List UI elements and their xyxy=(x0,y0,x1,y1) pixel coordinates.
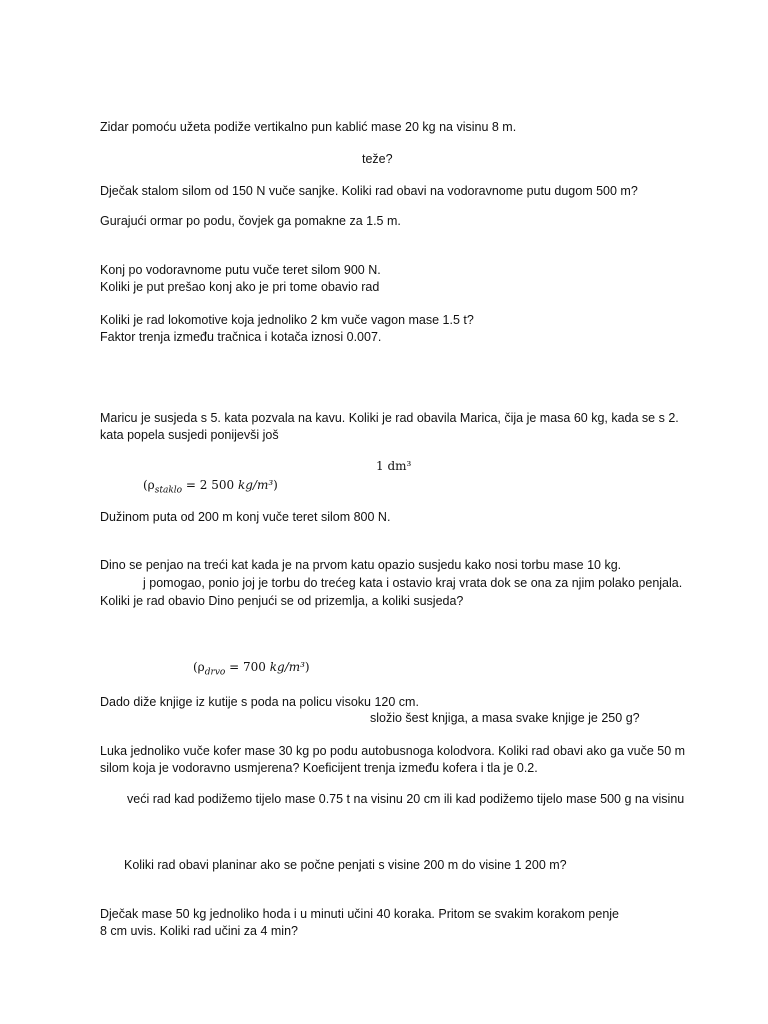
problem-9-line-2: složio šest knjiga, a masa svake knjige je 250 g? xyxy=(370,711,640,725)
problem-8-line-2: j pomogao, ponio joj je torbu do trećeg kata i ostavio kraj vrata dok se ona za njim polako penjala. xyxy=(143,576,683,590)
problem-2-text: Dječak stalom silom od 150 N vuče sanjke. Koliki rad obavi na vodoravnome putu dugom 500 m? xyxy=(100,184,638,198)
problem-7-text: Dužinom puta od 200 m konj vuče teret silom 800 N. xyxy=(100,510,391,524)
problem-1-fragment: teže? xyxy=(362,152,393,166)
problem-10-line-1: Luka jednoliko vuče kofer mase 30 kg po podu autobusnoga kolodvora. Koliki rad obavi ako ga vuče 50 m xyxy=(100,744,686,758)
problem-4-line-2: Koliki je put prešao konj ako je pri tome obavio rad xyxy=(100,280,380,294)
problem-11-text: veći rad kad podižemo tijelo mase 0.75 t na visinu 20 cm ili kad podižemo tijelo mase 500 g na visinu xyxy=(127,792,685,806)
problem-3-text: Gurajući ormar po podu, čovjek ga pomakne za 1.5 m. xyxy=(100,214,401,228)
volume-formula: 1 dm³ xyxy=(376,459,412,473)
problem-9-line-1: Dado diže knjige iz kutije s poda na policu visoku 120 cm. xyxy=(100,695,419,709)
problem-13-line-1: Dječak mase 50 kg jednoliko hoda i u minuti učini 40 koraka. Pritom se svakim korakom penje xyxy=(100,907,619,921)
problem-5-line-2: Faktor trenja između tračnica i kotača iznosi 0.007. xyxy=(100,330,382,344)
density-glass-formula: ($\rho_{staklo} = 2$ 500 kg/m³) xyxy=(143,478,278,496)
problem-4-line-1: Konj po vodoravnome putu vuče teret silom 900 N. xyxy=(100,263,381,277)
problem-1-text: Zidar pomoću užeta podiže vertikalno pun kablić mase 20 kg na visinu 8 m. xyxy=(100,120,517,134)
problem-13-line-2: 8 cm uvis. Koliki rad učini za 4 min? xyxy=(100,924,298,938)
problem-8-line-3: Koliki je rad obavio Dino penjući se od prizemlja, a koliki susjeda? xyxy=(100,594,464,608)
problem-10-line-2: silom koja je vodoravno usmjerena? Koeficijent trenja između kofera i tla je 0.2. xyxy=(100,761,538,775)
problem-12-text: Koliki rad obavi planinar ako se počne penjati s visine 200 m do visine 1 200 m? xyxy=(124,858,567,872)
problem-6-line-1: Maricu je susjeda s 5. kata pozvala na kavu. Koliki je rad obavila Marica, čija je masa 60 kg, kada se s 2. xyxy=(100,411,679,425)
problem-6-line-2: kata popela susjedi ponijevši još xyxy=(100,428,279,442)
density-wood-formula: ($\rho_{drvo} = 700$ kg/m³) xyxy=(193,660,310,678)
problem-5-line-1: Koliki je rad lokomotive koja jednoliko 2 km vuče vagon mase 1.5 t? xyxy=(100,313,474,327)
problem-8-line-1: Dino se penjao na treći kat kada je na prvom katu opazio susjedu kako nosi torbu mase 10 kg. xyxy=(100,558,622,572)
